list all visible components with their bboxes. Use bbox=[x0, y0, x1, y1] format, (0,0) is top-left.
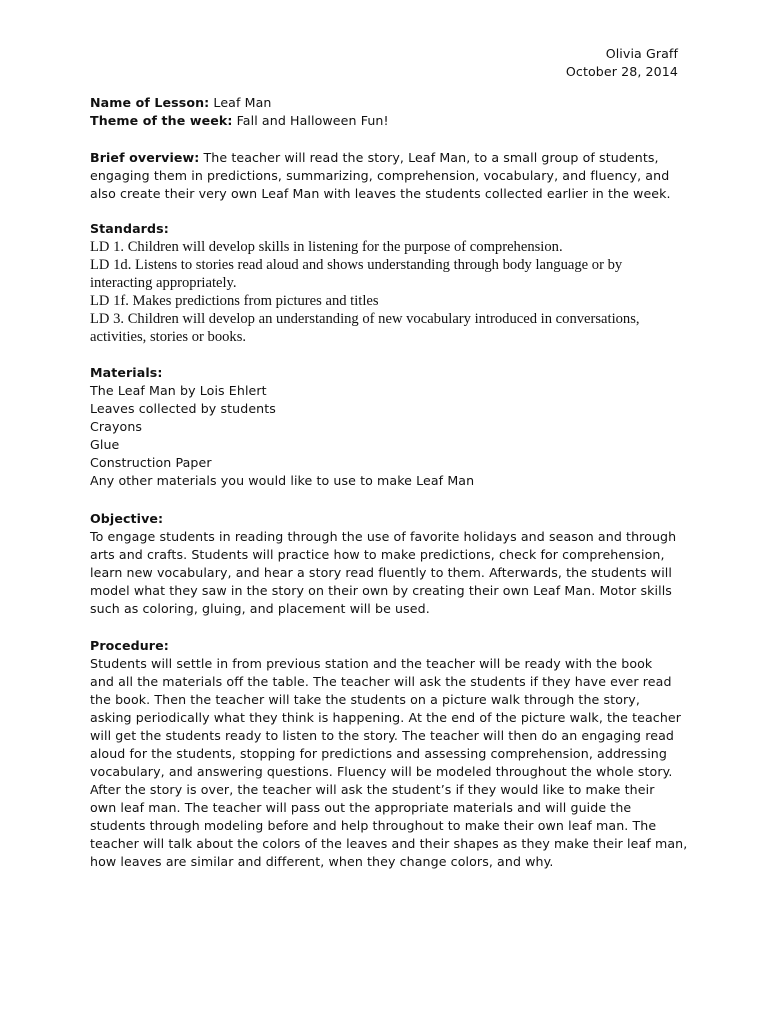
theme-line bbox=[90, 112, 690, 130]
material-item: Any other materials you would like to use to make Leaf Man bbox=[90, 473, 475, 488]
procedure-line-4: asking periodically what they think is happening. At the end of the picture walk, the teacher bbox=[90, 710, 682, 725]
material-item: Construction Paper bbox=[90, 455, 212, 470]
document-date: October 28, 2014 bbox=[565, 64, 678, 79]
overview-section bbox=[90, 149, 690, 203]
procedure-line-2: and all the materials off the table. The teacher will ask the students if they have ever read bbox=[90, 674, 672, 689]
overview-line-3: also create their very own Leaf Man with leaves the students collected earlier in the week. bbox=[90, 186, 671, 201]
materials-section bbox=[90, 364, 690, 490]
objective-line-2: arts and crafts. Students will practice how to make predictions, check for comprehension, bbox=[90, 547, 665, 562]
standards-heading: Standards: bbox=[90, 221, 169, 236]
lesson-info bbox=[90, 94, 690, 130]
overview-text: The teacher will read the story, Leaf Man, to a small group of students, bbox=[199, 150, 659, 165]
theme-label: Theme of the week: bbox=[90, 113, 233, 128]
material-item: Glue bbox=[90, 437, 120, 452]
standard-line-5: LD 3. Children will develop an understanding of new vocabulary introduced in conversations, bbox=[90, 311, 640, 327]
procedure-section bbox=[90, 637, 690, 871]
procedure-line-11: teacher will talk about the colors of the leaves and their shapes as they make their leaf man, bbox=[90, 836, 688, 851]
procedure-line-12: how leaves are similar and different, when they change colors, and why. bbox=[90, 854, 554, 869]
standard-line-1: LD 1. Children will develop skills in listening for the purpose of comprehension. bbox=[90, 239, 563, 255]
objective-section bbox=[90, 510, 690, 618]
procedure-line-1: Students will settle in from previous station and the teacher will be ready with the book bbox=[90, 656, 653, 671]
material-item: The Leaf Man by Lois Ehlert bbox=[90, 383, 267, 398]
objective-line-3: learn new vocabulary, and hear a story read fluently to them. Afterwards, the students will bbox=[90, 565, 672, 580]
objective-line-1: To engage students in reading through the use of favorite holidays and season and through bbox=[90, 529, 677, 544]
objective-heading: Objective: bbox=[90, 511, 164, 526]
procedure-heading: Procedure: bbox=[90, 638, 169, 653]
standard-line-2: LD 1d. Listens to stories read aloud and shows understanding through body language or by bbox=[90, 257, 623, 273]
lesson-name-label: Name of Lesson: bbox=[90, 95, 210, 110]
lesson-name-value: Leaf Man bbox=[209, 95, 272, 110]
overview-label: Brief overview: bbox=[90, 150, 200, 165]
procedure-line-9: own leaf man. The teacher will pass out the appropriate materials and will guide the bbox=[90, 800, 632, 815]
procedure-line-10: students through modeling before and help throughout to make their own leaf man. The bbox=[90, 818, 657, 833]
standards-section bbox=[90, 220, 690, 346]
material-item: Crayons bbox=[90, 419, 143, 434]
theme-value: Fall and Halloween Fun! bbox=[232, 113, 389, 128]
author-name: Olivia Graff bbox=[605, 46, 678, 61]
procedure-line-6: aloud for the students, stopping for predictions and assessing comprehension, addressing bbox=[90, 746, 667, 761]
material-item: Leaves collected by students bbox=[90, 401, 276, 416]
lesson-name-line bbox=[90, 94, 690, 112]
materials-heading: Materials: bbox=[90, 365, 163, 380]
procedure-line-5: will get the students ready to listen to the story. The teacher will then do an engaging read bbox=[90, 728, 675, 743]
standard-line-4: LD 1f. Makes predictions from pictures and titles bbox=[90, 293, 379, 309]
objective-line-4: model what they saw in the story on their own by creating their own Leaf Man. Motor skills bbox=[90, 583, 672, 598]
overview-line-1 bbox=[90, 149, 690, 167]
overview-line-2: engaging them in predictions, summarizing, comprehension, vocabulary, and fluency, and bbox=[90, 168, 670, 183]
procedure-line-7: vocabulary, and answering questions. Fluency will be modeled throughout the whole story. bbox=[90, 764, 673, 779]
standard-line-3: interacting appropriately. bbox=[90, 275, 237, 291]
standard-line-6: activities, stories or books. bbox=[90, 329, 247, 345]
document-header bbox=[566, 45, 678, 81]
objective-line-5: such as coloring, gluing, and placement will be used. bbox=[90, 601, 430, 616]
procedure-line-3: the book. Then the teacher will take the students on a picture walk through the story, bbox=[90, 692, 640, 707]
procedure-line-8: After the story is over, the teacher will ask the student’s if they would like to make their bbox=[90, 782, 655, 797]
